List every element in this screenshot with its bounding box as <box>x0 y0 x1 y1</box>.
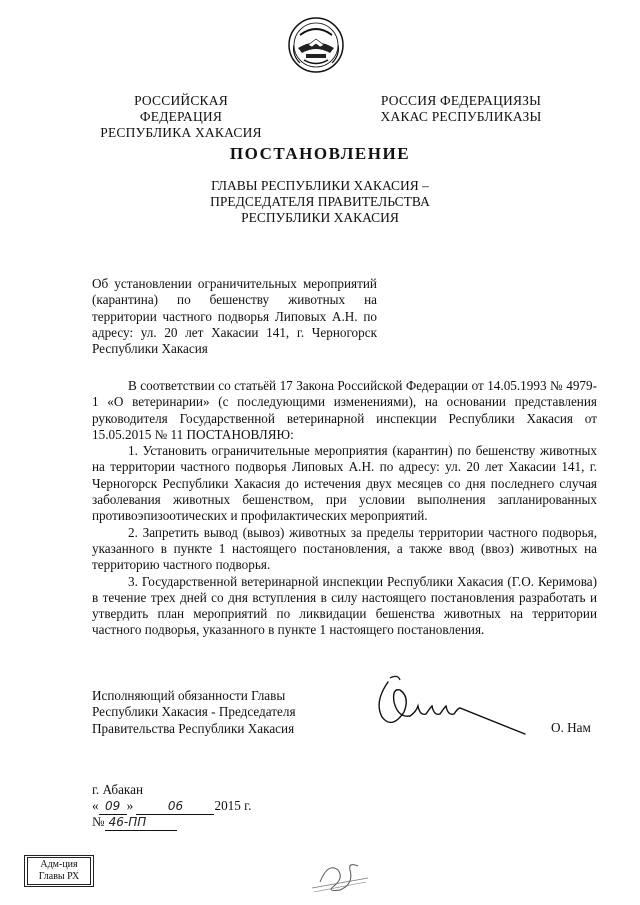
coat-of-arms-emblem <box>286 15 346 75</box>
date-year: 2015 г. <box>214 798 252 813</box>
date-month: 06 <box>136 798 214 815</box>
header-right-line-1: РОССИЯ ФЕДЕРАЦИЯЗЫ <box>380 93 542 108</box>
signatory-name: О. Нам <box>551 720 591 735</box>
signatory-line-3: Правительства Республики Хакасия <box>92 720 295 736</box>
handwritten-signature <box>370 672 530 742</box>
clause-1-paragraph: 1. Установить ограничительные мероприятия (карантин) по бешенству животных на территории частного подворья Липовых А.Н. по адресу: ул. 20 лет Хакасии 141, г. Черногорск Республики Хакасия до истечения двух месяцев со дня последнего случая заболевания животных бешенством, при условии выполнения запланированных противоэпизоотических и профилактических мероприятий. <box>92 443 597 524</box>
subtitle-line-1: ГЛАВЫ РЕСПУБЛИКИ ХАКАСИЯ – <box>211 178 429 193</box>
issue-date <box>92 798 251 815</box>
stamp-frame <box>27 857 91 885</box>
number-value: 46-ПП <box>105 814 177 831</box>
stamp-line-1: Адм-ция <box>40 859 78 870</box>
header-left <box>92 93 270 141</box>
signatory-line-2: Республики Хакасия - Председателя <box>92 704 296 720</box>
clause-2-paragraph: 2. Запретить вывод (вывоз) животных за пределы территории частного подворья, указанного в пункте 1 настоящего постановления, а также ввод (ввоз) животных на территорию частного подворья. <box>92 524 597 573</box>
document-title: ПОСТАНОВЛЕНИЕ <box>229 144 411 163</box>
date-quote-open: « <box>92 798 99 813</box>
signatory-position <box>92 688 352 737</box>
stamp-line-2: Главы РХ <box>38 871 80 882</box>
header-right-line-2: ХАКАС РЕСПУБЛИКАЗЫ <box>380 109 542 124</box>
date-day: 09 <box>99 798 127 815</box>
number-sign: № <box>92 814 105 829</box>
header-left-line-2: РЕСПУБЛИКА ХАКАСИЯ <box>100 125 262 140</box>
place-of-issue: г. Абакан <box>92 782 144 797</box>
date-quote-close: » <box>126 798 134 813</box>
subject-line: Об установлении ограничительных мероприятий (карантина) по бешенству животных на территории частного подворья Липовых А.Н. по адресу: ул. 20 лет Хакасии 141, г. Черногорск Республики Хакасия <box>92 276 377 357</box>
clause-3-paragraph: 3. Государственной ветеринарной инспекции Республики Хакасия (Г.О. Керимова) в течение трех дней со дня вступления в силу настоящего постановления разработать и утвердить план мероприятий по ликвидации бешенства животных на территории частного подворья, указанного в пункте 1 настоящего постановления. <box>92 573 597 638</box>
header-right <box>380 93 542 125</box>
body-text <box>92 378 597 639</box>
registration-stamp <box>24 855 94 887</box>
document-subtitle <box>150 178 490 226</box>
subtitle-line-2: ПРЕДСЕДАТЕЛЯ ПРАВИТЕЛЬСТВА <box>210 194 430 209</box>
header-left-line-1: РОССИЙСКАЯ ФЕДЕРАЦИЯ <box>134 93 228 124</box>
document-number <box>92 814 177 831</box>
handwritten-mark-icon <box>310 852 370 897</box>
preamble-paragraph: В соответствии со статьёй 17 Закона Российской Федерации от 14.05.1993 № 4979-1 «О ветеринарии» (с последующими изменениями), на основании представления руководителя Государственной ветеринарной инспекции Республики Хакасия от 15.05.2015 № 11 ПОСТАНОВЛЯЮ: <box>92 378 597 442</box>
subtitle-line-3: РЕСПУБЛИКИ ХАКАСИЯ <box>241 210 399 225</box>
signatory-line-1: Исполняющий обязанности Главы <box>92 688 286 703</box>
